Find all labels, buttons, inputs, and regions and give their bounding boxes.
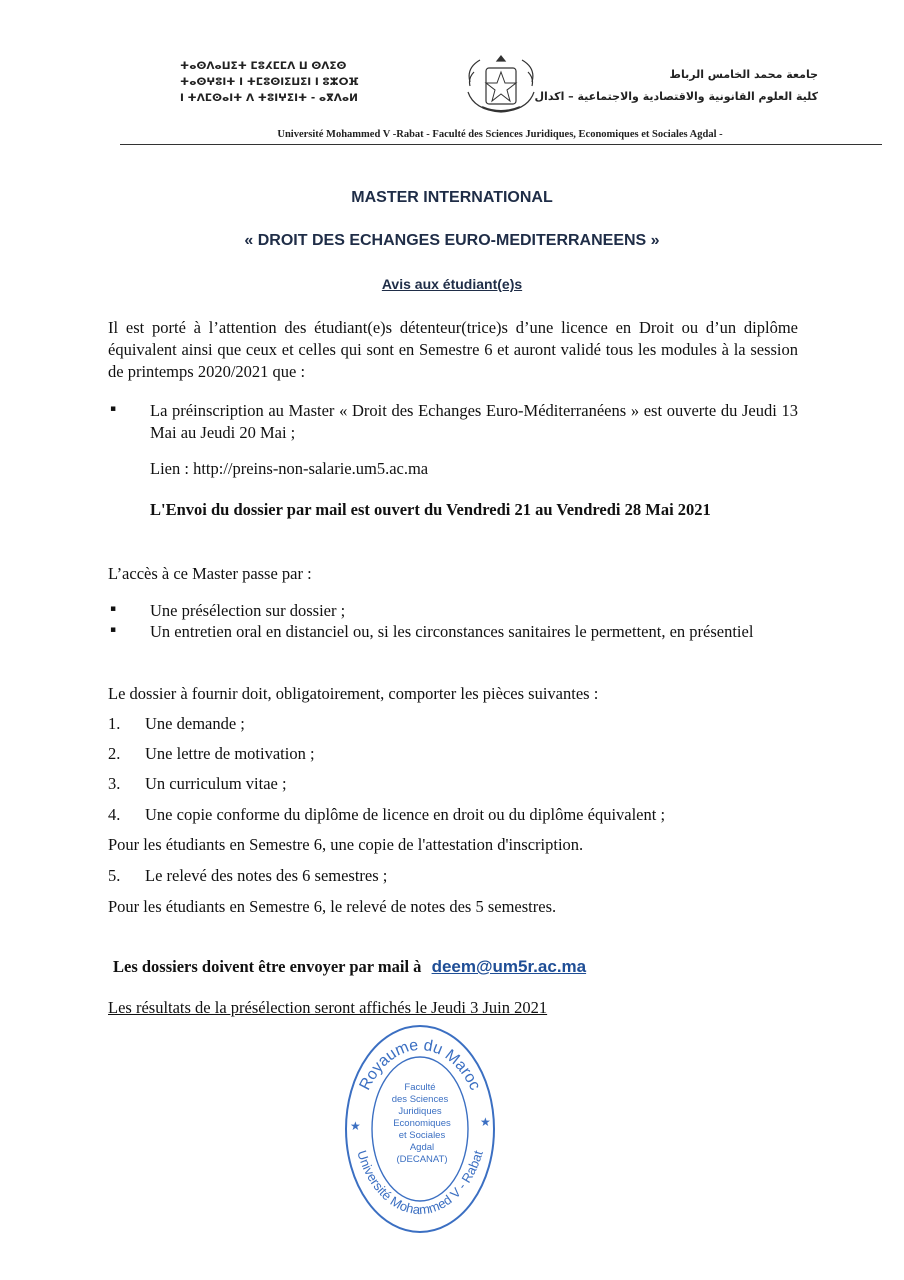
piece-item — [108, 865, 387, 887]
stamp-center-line: des Sciences — [391, 1094, 449, 1105]
university-line: Université Mohammed V -Rabat - Faculté des Sciences Juridiques, Economiques et Sociales Agdal - — [277, 129, 723, 140]
stamp-star-right: ★ — [480, 1115, 491, 1129]
tifinagh-heading — [180, 58, 440, 106]
arabic-line: كلية العلوم القانونية والاقتصادية والاجتماعية – اكدال — [534, 90, 818, 103]
header-divider — [120, 144, 882, 145]
piece-number: 1. — [108, 714, 121, 733]
link-text: Lien : http://preins-non-salarie.um5.ac.ma — [150, 459, 429, 478]
dossier-intro: Le dossier à fournir doit, obligatoirement, comporter les pièces suivantes : — [108, 684, 599, 703]
piece-item — [108, 743, 315, 765]
stamp-center-line: Agdal — [409, 1142, 435, 1153]
arabic-heading — [488, 64, 818, 108]
stamp-center-line: Juridiques — [398, 1106, 442, 1117]
piece-text: Une copie conforme du diplôme de licence en droit ou du diplôme équivalent ; — [145, 805, 666, 824]
arabic-line: جامعة محمد الخامس الرباط — [669, 68, 818, 81]
piece-item — [108, 804, 665, 826]
stamp-center-line: Faculté — [404, 1082, 436, 1093]
piece-text: Un curriculum vitae ; — [145, 774, 287, 793]
envoi-text: L'Envoi du dossier par mail est ouvert du Vendredi 21 au Vendredi 28 Mai 2021 — [150, 500, 711, 519]
email-link[interactable]: deem@um5r.ac.ma — [431, 957, 587, 976]
tifinagh-line: ⵜⴰⵙⴷⴰⵡⵉⵜ ⵎⵓⵃⵎⵎⴷ ⵡ ⵙⴷⵉⵙ — [180, 60, 347, 72]
piece-item — [108, 713, 245, 735]
piece-item — [108, 773, 287, 795]
stamp-ring-top: Royaume du Maroc — [356, 1036, 484, 1093]
piece-number: 2. — [108, 744, 121, 763]
bullet-marker: ▪ — [110, 625, 117, 635]
faculty-stamp — [342, 1022, 498, 1236]
stamp-center-line: et Sociales — [398, 1130, 446, 1141]
piece-text: Une demande ; — [145, 714, 245, 733]
stamp-ring-bottom: Université Mohammed V - Rabat — [354, 1148, 486, 1218]
tifinagh-line: ⵏ ⵜⴷⵎⵙⴰⵏⵜ ⴷ ⵜⵓⵏⵖⵉⵏⵜ - ⴰⴳⴷⴰⵍ — [180, 92, 358, 104]
bullet-marker: ▪ — [110, 604, 117, 614]
piece-number: 3. — [108, 774, 121, 793]
send-label: Les dossiers doivent être envoyer par mail à — [113, 957, 422, 976]
acces-item-text: Une présélection sur dossier ; — [150, 601, 346, 620]
notice-heading: Avis aux étudiant(e)s — [381, 276, 523, 292]
program-title: « DROIT DES ECHANGES EURO-MEDITERRANEENS » — [244, 232, 660, 249]
note-releve: Pour les étudiants en Semestre 6, le relevé de notes des 5 semestres. — [108, 897, 557, 916]
preinscription-text: La préinscription au Master « Droit des Echanges Euro-Méditerranéens » est ouverte du Jeudi 13 Mai au Jeudi 20 Mai ; — [150, 401, 798, 442]
stamp-star-left: ★ — [350, 1119, 361, 1133]
master-title: MASTER INTERNATIONAL — [351, 189, 553, 206]
stamp-center-line: (DECANAT) — [396, 1154, 448, 1165]
results-text: Les résultats de la présélection seront affichés le Jeudi 3 Juin 2021 — [108, 998, 548, 1017]
piece-number: 5. — [108, 866, 121, 885]
stamp-center-line: Economiques — [393, 1118, 451, 1129]
bullet-marker: ▪ — [110, 404, 117, 414]
send-line — [113, 956, 586, 978]
tifinagh-line: ⵜⴰⵙⵖⵓⵏⵜ ⵏ ⵜⵎⵓⵙⵏⵉⵡⵉⵏ ⵏ ⵓⵣⵔⴼ — [180, 76, 359, 88]
piece-text: Le relevé des notes des 6 semestres ; — [145, 866, 388, 885]
piece-number: 4. — [108, 805, 121, 824]
intro-paragraph: Il est porté à l’attention des étudiant(e)s détenteur(trice)s d’une licence en Droit ou d’un diplôme équivalent ainsi que ceux et celles qui sont en Semestre 6 et auront validé tous les modules à la session de printemps 2020/2021 que : — [108, 318, 798, 381]
note-attestation: Pour les étudiants en Semestre 6, une copie de l'attestation d'inscription. — [108, 835, 584, 854]
acces-item-text: Un entretien oral en distanciel ou, si les circonstances sanitaires le permettent, en présentiel — [150, 622, 754, 641]
acces-intro: L’accès à ce Master passe par : — [108, 564, 312, 583]
piece-text: Une lettre de motivation ; — [145, 744, 315, 763]
